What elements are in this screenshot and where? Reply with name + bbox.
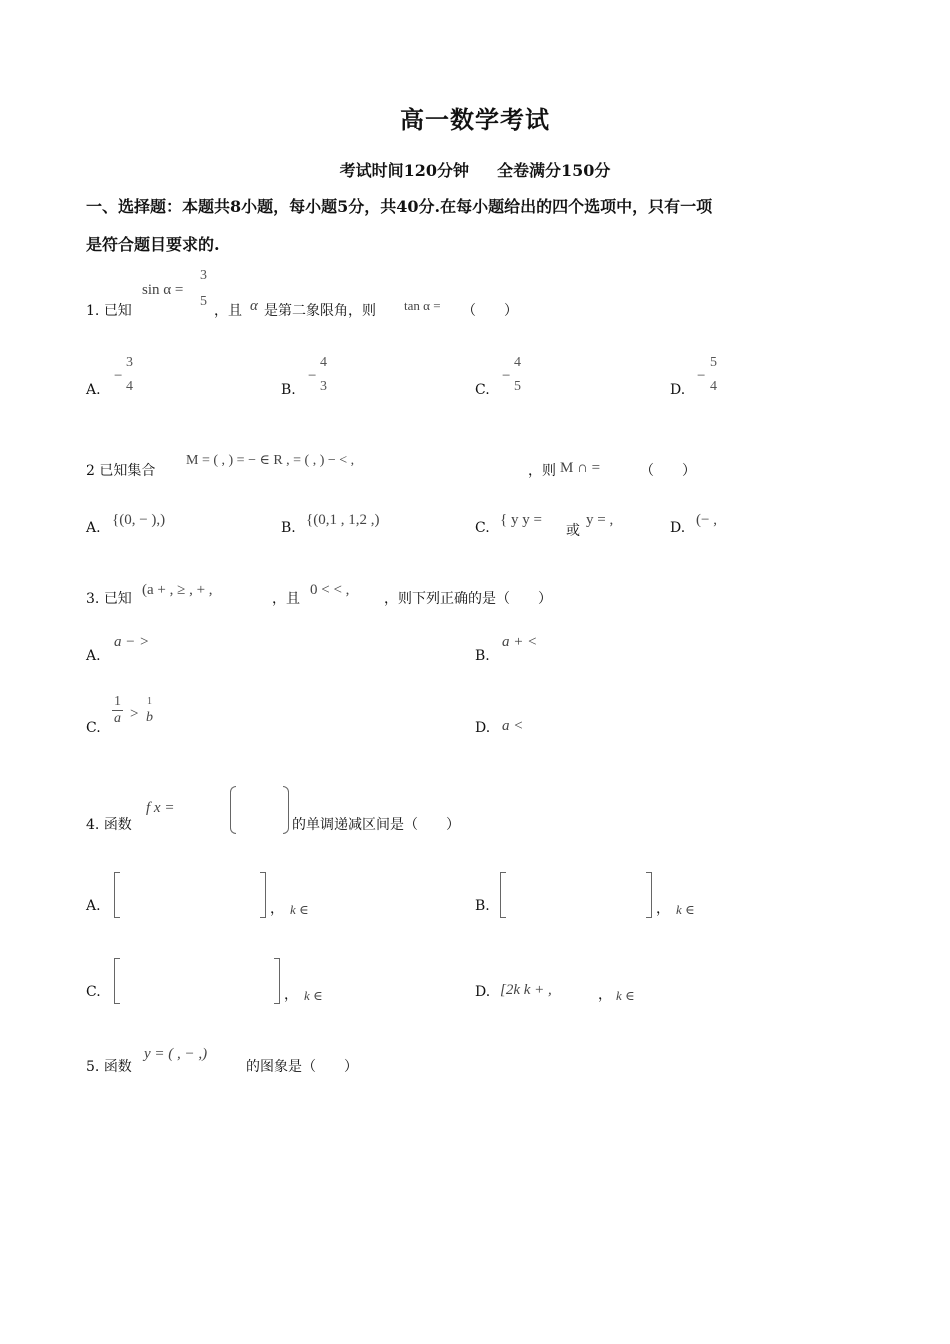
question-number: 5.: [86, 1059, 100, 1075]
option-a-label: A.: [86, 382, 101, 398]
paren-left: [230, 786, 236, 834]
option-a-comma: ，: [270, 901, 284, 917]
option-c-fraction-1: [112, 694, 123, 727]
section-header-line2: 是符合题目要求的.: [86, 235, 220, 254]
option-c-label: C.: [475, 520, 490, 536]
option-d-fraction: [710, 355, 717, 395]
fraction-numerator: 1: [114, 694, 121, 709]
question-text: ，且: [272, 591, 300, 607]
option-b-label: B.: [281, 382, 296, 398]
question-1: [86, 300, 132, 320]
option-a-math: a − >: [114, 634, 150, 650]
option-d-math-interval: [2k k + ,: [500, 982, 552, 998]
fraction-denominator: 4: [126, 379, 133, 394]
option-d-label: D.: [475, 720, 491, 736]
math-range: 0 < < ,: [310, 582, 350, 598]
fraction-denominator: 4: [710, 379, 717, 394]
question-2: [86, 460, 155, 480]
answer-blank: （ ）: [462, 303, 518, 319]
question-number: 1.: [86, 303, 100, 319]
option-a-math: k ∈: [290, 902, 309, 917]
math-function: y = ( , − ,): [144, 1046, 208, 1062]
fraction-denominator: 5: [200, 294, 207, 309]
option-c-math: { y y =: [500, 512, 542, 528]
question-text: ，且: [214, 303, 242, 319]
option-a-sign: −: [114, 368, 123, 384]
option-b-comma: ，: [656, 901, 670, 917]
option-c-label: C.: [86, 984, 101, 1000]
exam-score: 全卷满分150分: [497, 161, 611, 180]
option-d-label: D.: [670, 382, 686, 398]
fraction-numerator: 5: [710, 355, 717, 370]
paren-right: [283, 786, 289, 834]
question-number: 3.: [86, 591, 100, 607]
bracket-left: [114, 958, 120, 1004]
fraction-denominator: 3: [320, 379, 327, 394]
option-c-math: k ∈: [304, 988, 323, 1003]
math-intersection: M ∩ =: [560, 460, 601, 476]
option-a-fraction: [126, 355, 133, 395]
option-a-label: A.: [86, 648, 101, 664]
option-c-label: C.: [475, 382, 490, 398]
exam-info: [0, 158, 950, 181]
question-4: [86, 814, 132, 834]
fraction-denominator: b: [146, 710, 153, 725]
bracket-left: [500, 872, 506, 918]
math-condition: (a + , ≥ , + ,: [142, 582, 213, 598]
question-text: 是第二象限角，则: [264, 303, 376, 319]
option-b-fraction: [320, 355, 327, 395]
option-c-sign: −: [502, 368, 511, 384]
answer-blank: （ ）: [640, 463, 696, 479]
bracket-right: [646, 872, 652, 918]
math-alpha: α: [250, 298, 258, 314]
fraction-numerator: 1: [147, 696, 152, 707]
question-text: 的单调递减区间是（ ）: [292, 817, 460, 833]
option-c-comparator: >: [130, 706, 139, 722]
exam-time: 考试时间120分钟: [339, 161, 469, 180]
option-d-label: D.: [670, 520, 686, 536]
option-d-math: (− ,: [696, 512, 717, 528]
option-b-math: {(0,1 , 1,2 ,): [306, 512, 380, 528]
option-c-math2: y = ,: [586, 512, 614, 528]
math-set-definition: M = ( , ) = − ∈ R , = ( , ) − < ,: [186, 453, 355, 468]
question-text: 已知: [103, 591, 132, 607]
option-c-comma: ，: [284, 987, 298, 1003]
page-title: 高一数学考试: [400, 105, 550, 134]
option-a-math: {(0, − ),): [112, 512, 166, 528]
math-function: f x =: [146, 800, 175, 816]
option-d-sign: −: [697, 368, 706, 384]
option-b-label: B.: [475, 648, 490, 664]
option-d-math: k ∈: [616, 988, 635, 1003]
option-b-math: a + <: [502, 634, 538, 650]
option-a-label: A.: [86, 520, 101, 536]
option-c-or: 或: [566, 523, 580, 539]
math-sin-alpha: sin α =: [142, 282, 184, 298]
bracket-right: [260, 872, 266, 918]
question-text: 函数: [103, 1059, 132, 1075]
question-5: [86, 1056, 132, 1076]
fraction-numerator: 3: [200, 268, 207, 283]
option-c-label: C.: [86, 720, 101, 736]
question-text: 函数: [103, 817, 132, 833]
question-number: 4.: [86, 817, 100, 833]
option-b-math: k ∈: [676, 902, 695, 917]
option-d-comma: ，: [598, 987, 612, 1003]
question-3: [86, 588, 132, 608]
question-text: ，则下列正确的是（ ）: [384, 591, 552, 607]
fraction-numerator: 3: [126, 355, 133, 370]
option-d-label: D.: [475, 984, 491, 1000]
question-text: ，则: [528, 463, 556, 479]
option-c-fraction: [514, 355, 521, 395]
option-b-label: B.: [281, 520, 296, 536]
option-d-math: a <: [502, 718, 524, 734]
math-fraction: [200, 268, 207, 310]
fraction-numerator: 4: [320, 355, 327, 370]
bracket-left: [114, 872, 120, 918]
question-text: 的图象是（ ）: [246, 1059, 358, 1075]
bracket-right: [274, 958, 280, 1004]
question-text: 已知集合: [99, 463, 156, 479]
question-text: 已知: [103, 303, 132, 319]
section-header-line1: 一、选择题：本题共8小题，每小题5分，共40分.在每小题给出的四个选项中，只有一项: [86, 197, 713, 216]
fraction-denominator: a: [114, 711, 121, 726]
question-number: 2: [86, 463, 95, 479]
option-a-label: A.: [86, 898, 101, 914]
fraction-denominator: 5: [514, 379, 521, 394]
option-b-label: B.: [475, 898, 490, 914]
fraction-numerator: 4: [514, 355, 521, 370]
math-tan-alpha: tan α =: [404, 298, 441, 313]
option-c-fraction-2: [146, 694, 153, 726]
option-b-sign: −: [308, 368, 317, 384]
